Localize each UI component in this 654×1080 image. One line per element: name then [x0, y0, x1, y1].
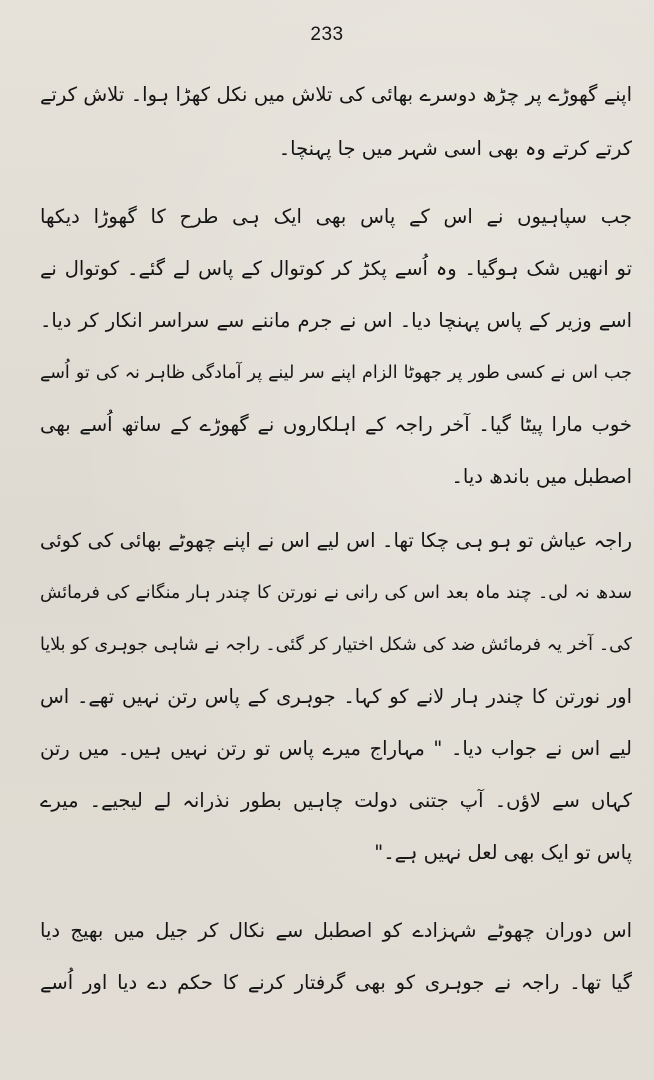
text-line: تو انھیں شک ہوگیا۔ وہ اُسے پکڑ کر کوتوال کے پاس لے گئے۔ کوتوال نے: [40, 257, 632, 280]
text-line: کرتے کرتے وہ بھی اسی شہر میں جا پہنچا۔: [278, 137, 632, 160]
text-line: جب سپاہیوں نے اس کے پاس بھی ایک ہی طرح کا گھوڑا دیکھا: [40, 205, 632, 228]
text-line: کی۔ آخر یہ فرمائش ضد کی شکل اختیار کر گئی۔ راجہ نے شاہی جوہری کو بلایا: [40, 635, 632, 655]
text-line: کہاں سے لاؤں۔ آپ جتنی دولت چاہیں بطور نذرانہ لے لیجیے۔ میرے: [40, 789, 632, 812]
text-line: سدھ نہ لی۔ چند ماہ بعد اس کی رانی نے نورتن کا چندر ہار منگانے کی فرمائش: [40, 583, 632, 603]
text-line: پاس تو ایک بھی لعل نہیں ہے۔": [374, 841, 632, 864]
text-line: خوب مارا پیٹا گیا۔ آخر راجہ کے اہلکاروں نے گھوڑے کے ساتھ اُسے بھی: [40, 413, 632, 436]
text-line: اصطبل میں باندھ دیا۔: [451, 465, 632, 488]
page-number: 233: [310, 24, 344, 45]
text-line: گیا تھا۔ راجہ نے جوہری کو بھی گرفتار کرنے کا حکم دے دیا اور اُسے: [40, 971, 632, 994]
text-line: اس دوران چھوٹے شہزادے کو اصطبل سے نکال کر جیل میں بھیج دیا: [40, 919, 632, 942]
text-line: اسے وزیر کے پاس پہنچا دیا۔ اس نے جرم ماننے سے سراسر انکار کر دیا۔: [40, 309, 632, 332]
text-line: راجہ عیاش تو ہو ہی چکا تھا۔ اس لیے اس نے اپنے چھوٹے بھائی کی کوئی: [40, 529, 632, 552]
text-line: اور نورتن کا چندر ہار لانے کو کہا۔ جوہری کے پاس رتن نہیں تھے۔ اس: [40, 685, 632, 708]
text-line: اپنے گھوڑے پر چڑھ دوسرے بھائی کی تلاش میں نکل کھڑا ہوا۔ تلاش کرتے: [40, 83, 632, 106]
text-line: جب اس نے کسی طور پر جھوٹا الزام اپنے سر لینے پر آمادگی ظاہر نہ کی تو اُسے: [40, 363, 632, 383]
text-line: لیے اس نے جواب دیا۔ " مہاراج میرے پاس تو رتن نہیں ہیں۔ میں رتن: [40, 737, 632, 760]
